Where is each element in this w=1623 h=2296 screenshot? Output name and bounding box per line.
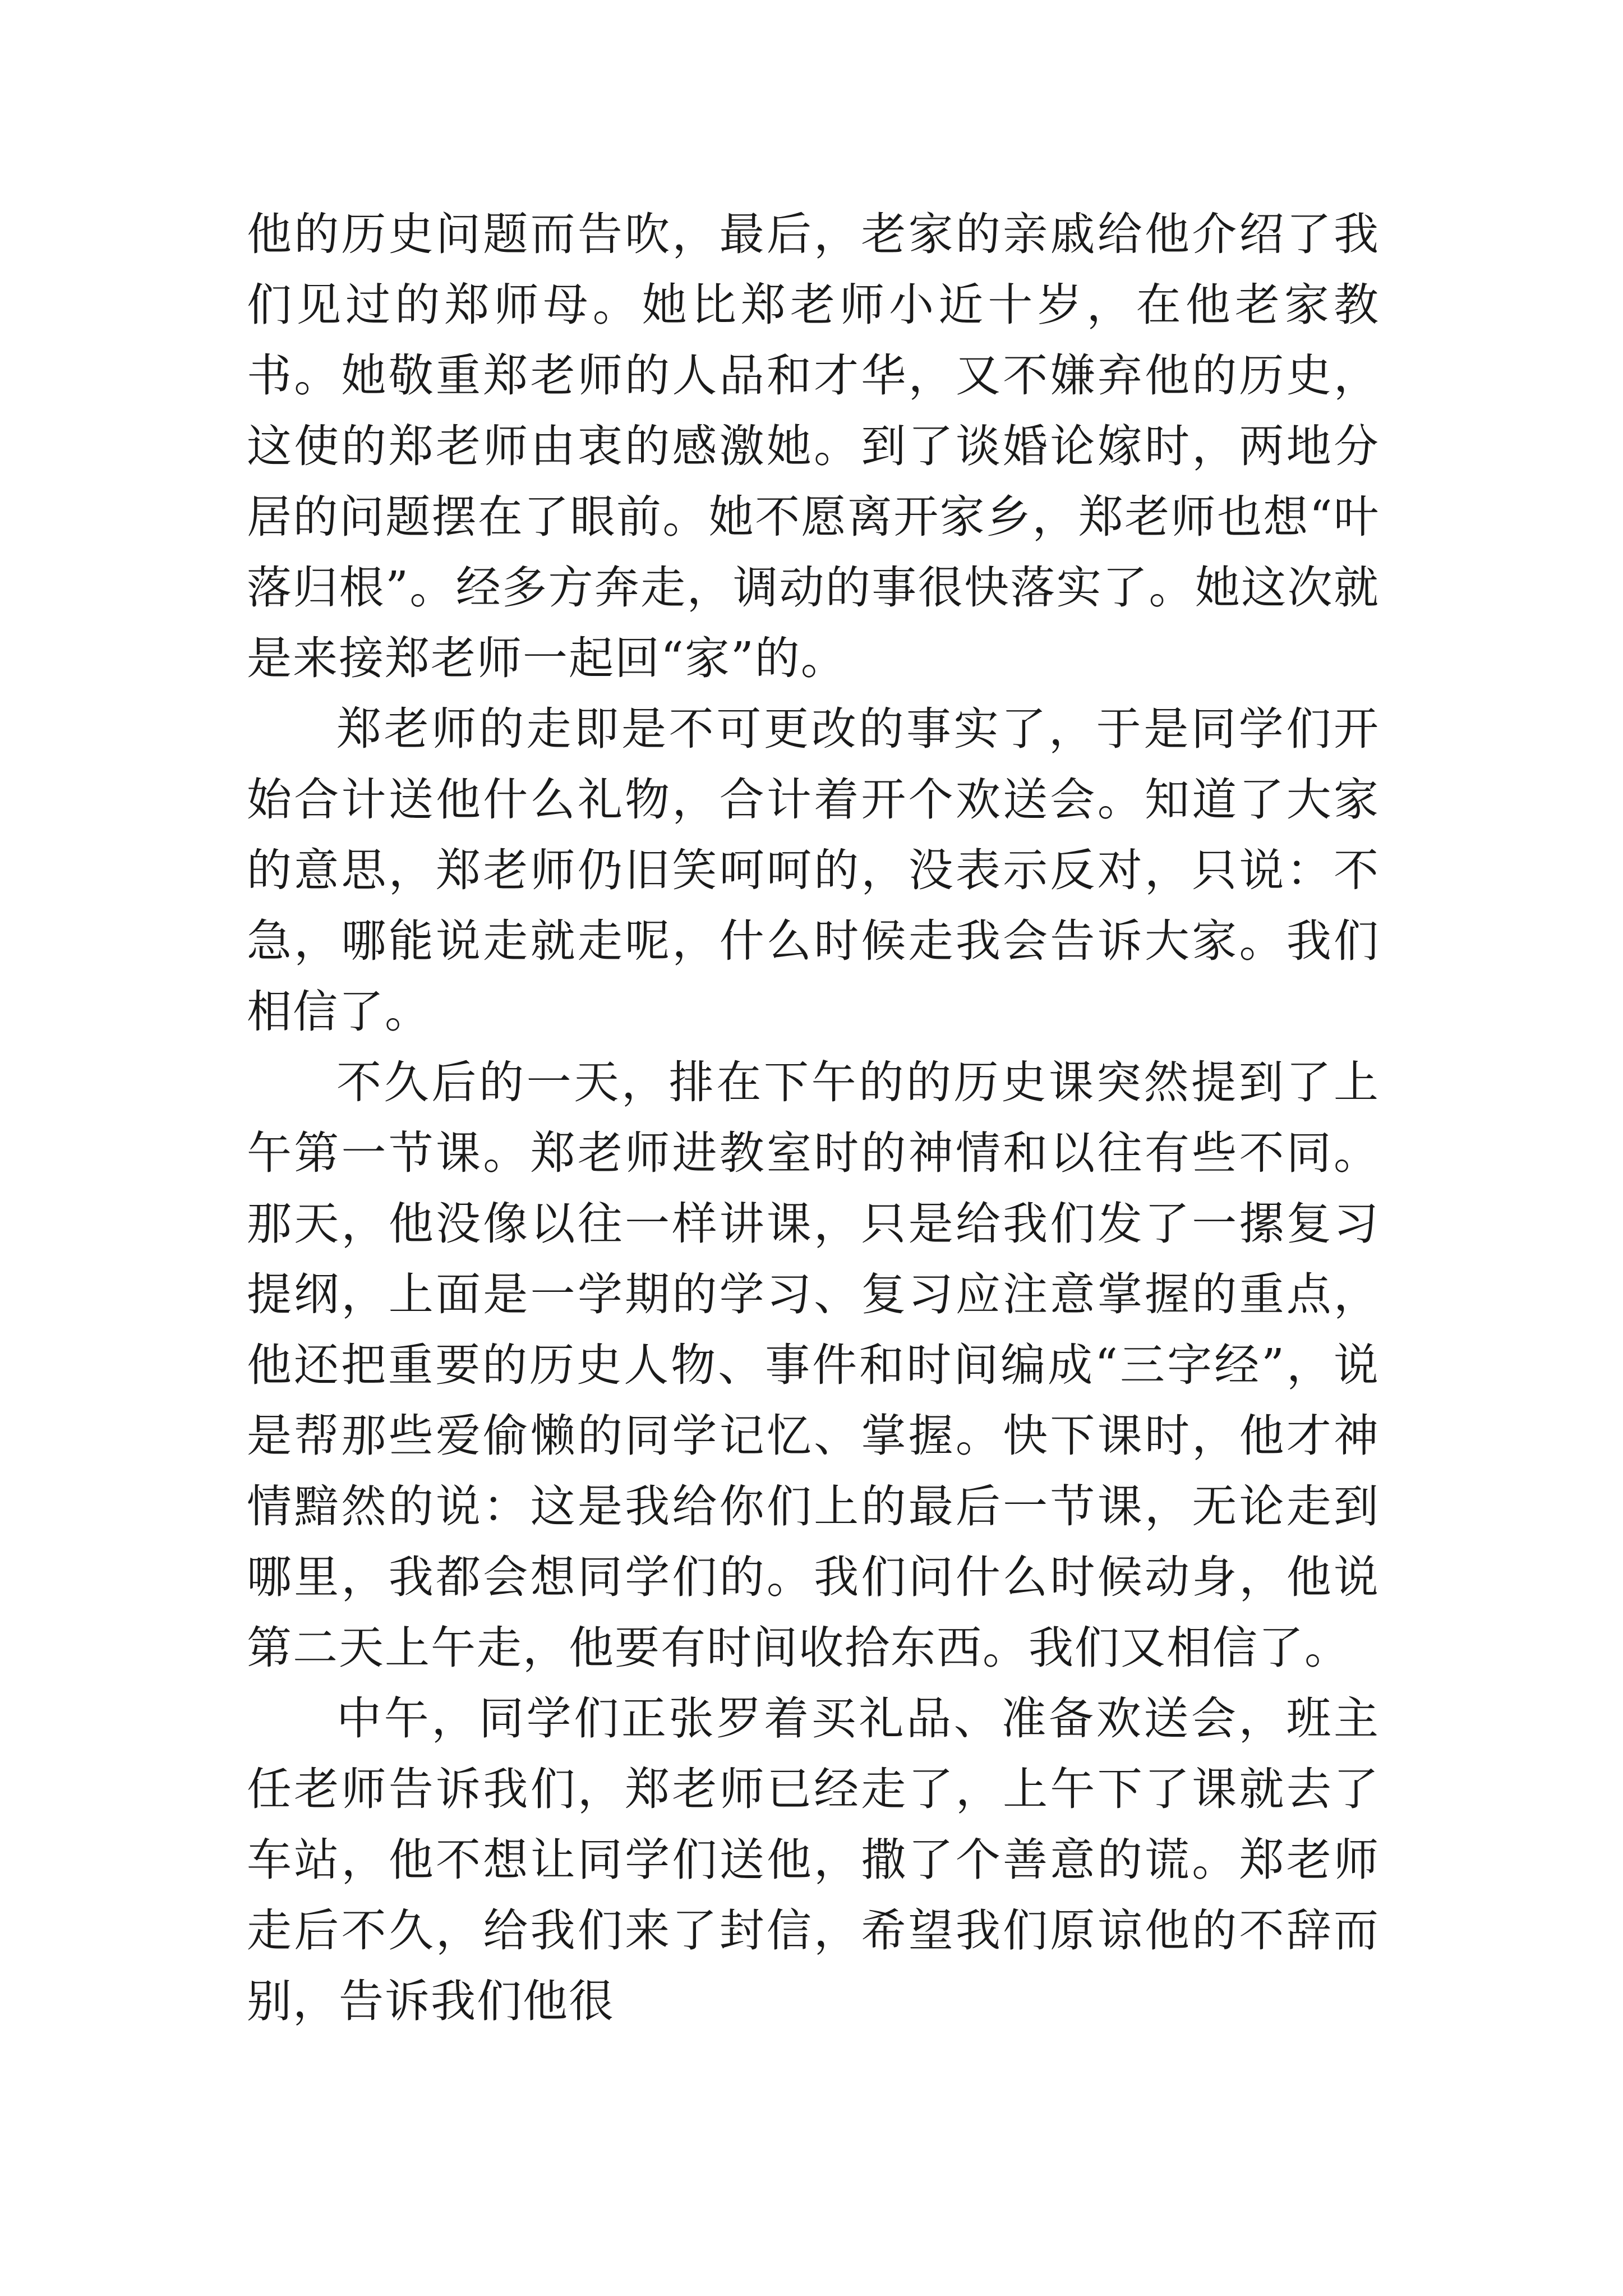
paragraph-2: 郑老师的走即是不可更改的事实了，于是同学们开始合计送他什么礼物，合计着开个欢送会。知道了大家的意思，郑老师仍旧笑呵呵的，没表示反对，只说：不急，哪能说走就走呢，什么时候走我会告诉大家。我们相信了。 <box>247 703 1380 1038</box>
body-text <box>247 199 1380 2037</box>
paragraph-4: 中午，同学们正张罗着买礼品、准备欢送会，班主任老师告诉我们，郑老师已经走了，上午下了课就去了车站，他不想让同学们送他，撒了个善意的谎。郑老师走后不久，给我们来了封信，希望我们原谅他的不辞而别，告诉我们他很 <box>247 1692 1380 2027</box>
paragraph-3: 不久后的一天，排在下午的的历史课突然提到了上午第一节课。郑老师进教室时的神情和以往有些不同。那天，他没像以往一样讲课，只是给我们发了一摞复习提纲，上面是一学期的学习、复习应注意掌握的重点，他还把重要的历史人物、事件和时间编成“三字经”，说是帮那些爱偷懒的同学记忆、掌握。快下课时，他才神情黯然的说：这是我给你们上的最后一节课，无论走到哪里，我都会想同学们的。我们问什么时候动身，他说第二天上午走，他要有时间收拾东西。我们又相信了。 <box>247 1056 1380 1674</box>
paragraph-1: 他的历史问题而告吹，最后，老家的亲戚给他介绍了我们见过的郑师母。她比郑老师小近十岁，在他老家教书。她敬重郑老师的人品和才华，又不嫌弃他的历史，这使的郑老师由衷的感激她。到了谈婚论嫁时，两地分居的问题摆在了眼前。她不愿离开家乡，郑老师也想“叶落归根”。经多方奔走，调动的事很快落实了。她这次就是来接郑老师一起回“家”的。 <box>247 208 1380 684</box>
